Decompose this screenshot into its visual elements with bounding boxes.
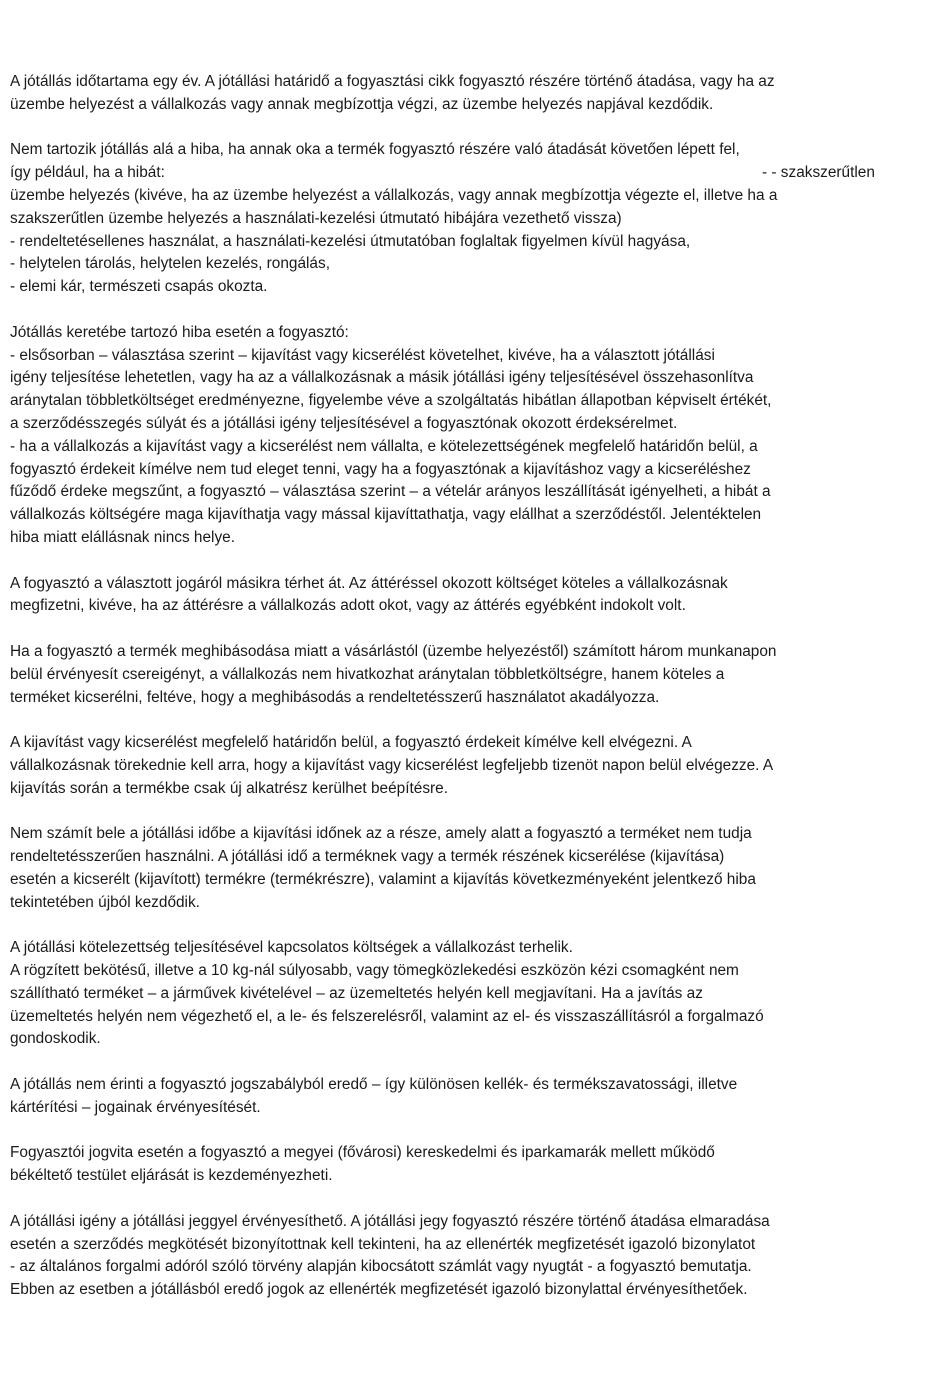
text-line: - rendeltetésellenes használat, a használati-kezelési útmutatóban foglaltak figyelmen kívül hagyása, bbox=[10, 232, 691, 250]
text-line: Jótállás keretébe tartozó hiba esetén a fogyasztó: bbox=[10, 323, 349, 341]
text-line: - elemi kár, természeti csapás okozta. bbox=[10, 278, 268, 296]
text-line: szállítható terméket – a járművek kivételével – az üzemeltetés helyén kell megjavítani. Ha a javítás az bbox=[10, 984, 703, 1002]
text-line: üzemeltetés helyén nem végezhető el, a le- és felszerelésről, valamint az el- és visszaszállításról a forgalmazó bbox=[10, 1007, 764, 1025]
paragraph-three-day-exchange bbox=[10, 641, 940, 709]
text-line: aránytalan többletköltséget eredményezne, figyelembe véve a szolgáltatás hibátlan állapotban képviselt értékét, bbox=[10, 392, 772, 410]
text-line: Ebben az esetben a jótállásból eredő jogok az ellenérték megfizetését igazoló bizonylattal érvényesíthetőek. bbox=[10, 1281, 748, 1299]
text-line: kártérítési – jogainak érvényesítését. bbox=[10, 1098, 261, 1116]
text-line: - helytelen tárolás, helytelen kezelés, rongálás, bbox=[10, 255, 330, 273]
paragraph-warranty-duration bbox=[10, 71, 940, 117]
text-line: - az általános forgalmi adóról szóló törvény alapján kibocsátott számlát vagy nyugtát - a fogyasztó bemutatja. bbox=[10, 1258, 752, 1276]
paragraph-other-rights bbox=[10, 1074, 940, 1120]
paragraph-repair-time bbox=[10, 823, 940, 914]
text-line: belül érvényesít csereigényt, a vállalkozás nem hivatkozhat aránytalan többletköltségre, hanem köteles a bbox=[10, 665, 725, 683]
text-line-left: így például, ha a hibát: bbox=[10, 164, 165, 182]
text-line: A fogyasztó a választott jogáról másikra térhet át. Az áttéréssel okozott költséget köteles a vállalkozásnak bbox=[10, 574, 728, 592]
paragraph-repair-deadline bbox=[10, 732, 940, 800]
text-line: üzembe helyezést a vállalkozás vagy annak megbízottja végzi, az üzembe helyezés napjával kezdődik. bbox=[10, 95, 714, 113]
text-line: terméket kicserélni, feltéve, hogy a meghibásodás a rendeltetésszerű használatot akadályozza. bbox=[10, 688, 660, 706]
text-line: a szerződésszegés súlyát és a jótállási igény teljesítésével a fogyasztónak okozott érdeksérelmet. bbox=[10, 414, 678, 432]
text-line: A kijavítást vagy kicserélést megfelelő határidőn belül, a fogyasztó érdekeit kímélve kell elvégezni. A bbox=[10, 734, 692, 752]
paragraph-dispute bbox=[10, 1142, 940, 1188]
paragraph-switch-right bbox=[10, 573, 940, 619]
text-line: békéltető testület eljárását is kezdeményezheti. bbox=[10, 1167, 333, 1185]
text-line: tekintetében újból kezdődik. bbox=[10, 893, 200, 911]
text-line: Ha a fogyasztó a termék meghibásodása miatt a vásárlástól (üzembe helyezéstől) számított három munkanapon bbox=[10, 642, 777, 660]
text-line: A jótállás időtartama egy év. A jótállási határidő a fogyasztási cikk fogyasztó részére történő átadása, vagy ha az bbox=[10, 73, 775, 90]
text-line: Nem számít bele a jótállási időbe a kijavítási időnek az a része, amely alatt a fogyasztó a terméket nem tudja bbox=[10, 825, 752, 843]
text-line: A jótállás nem érinti a fogyasztó jogszabályból eredő – így különösen kellék- és termékszavatossági, illetve bbox=[10, 1076, 738, 1094]
text-line: fogyasztó érdekeit kímélve nem tud eleget tenni, vagy ha a fogyasztónak a kijavításhoz vagy a kicseréléshez bbox=[10, 460, 751, 478]
text-line: esetén a kicserélt (kijavított) termékre (termékrészre), valamint a kijavítás következményeként jelentkező hiba bbox=[10, 870, 756, 888]
paragraph-costs bbox=[10, 937, 940, 1051]
text-line: - elsősorban – választása szerint – kijavítást vagy kicserélést követelhet, kivéve, ha a választott jótállási bbox=[10, 346, 715, 364]
text-line: Nem tartozik jótállás alá a hiba, ha annak oka a termék fogyasztó részére való átadását követően lépett fel, bbox=[10, 141, 740, 159]
text-line: megfizetni, kivéve, ha az áttérésre a vállalkozás adott okot, vagy az áttérés egyébként indokolt volt. bbox=[10, 597, 686, 615]
text-line: A jótállási igény a jótállási jeggyel érvényesíthető. A jótállási jegy fogyasztó részére történő átadása elmaradása bbox=[10, 1212, 770, 1230]
paragraph-warranty-ticket bbox=[10, 1211, 940, 1302]
text-line: kijavítás során a termékbe csak új alkatrész kerülhet beépítésre. bbox=[10, 779, 448, 797]
text-line: hiba miatt elállásnak nincs helye. bbox=[10, 528, 235, 546]
text-line: - ha a vállalkozás a kijavítást vagy a kicserélést nem vállalta, e kötelezettségének megfelelő határidőn belül, a bbox=[10, 437, 758, 455]
text-line-right: - - szakszerűtlen bbox=[762, 164, 875, 182]
text-line: üzembe helyezés (kivéve, ha az üzembe helyezést a vállalkozás, vagy annak megbízottja végezte el, illetve ha a bbox=[10, 186, 778, 204]
text-line: fűződő érdeke megszűnt, a fogyasztó – választása szerint – a vételár arányos leszállítását igényelheti, a hibát a bbox=[10, 483, 771, 501]
paragraph-exclusions bbox=[10, 139, 940, 299]
text-line: A jótállási kötelezettség teljesítésével kapcsolatos költségek a vállalkozást terhelik. bbox=[10, 939, 573, 957]
text-line: szakszerűtlen üzembe helyezés a használati-kezelési útmutató hibájára vezethető vissza) bbox=[10, 209, 622, 227]
text-line: Fogyasztói jogvita esetén a fogyasztó a megyei (fővárosi) kereskedelmi és iparkamarák mellett működő bbox=[10, 1144, 715, 1162]
text-line: gondoskodik. bbox=[10, 1030, 101, 1048]
paragraph-consumer-rights bbox=[10, 322, 940, 550]
text-line: rendeltetésszerűen használni. A jótállási idő a terméknek vagy a termék részének kicserélése (kijavítása) bbox=[10, 848, 725, 866]
text-line: vállalkozás költségére maga kijavíthatja vagy mással kijavíttathatja, vagy elállhat a szerződéstől. Jelentéktelen bbox=[10, 506, 762, 524]
text-line-split bbox=[10, 162, 940, 185]
text-line: esetén a szerződés megkötését bizonyítottnak kell tekinteni, ha az ellenérték megfizetését igazoló bizonylatot bbox=[10, 1235, 756, 1253]
text-line: igény teljesítése lehetetlen, vagy ha az a vállalkozásnak a másik jótállási igény teljesítésével összehasonlítva bbox=[10, 369, 754, 387]
text-line: vállalkozásnak törekednie kell arra, hogy a kijavítást vagy kicserélést legfeljebb tizenöt napon belül elvégezze. A bbox=[10, 756, 774, 774]
text-line: A rögzített bekötésű, illetve a 10 kg-nál súlyosabb, vagy tömegközlekedési eszközön kézi csomagként nem bbox=[10, 962, 739, 980]
